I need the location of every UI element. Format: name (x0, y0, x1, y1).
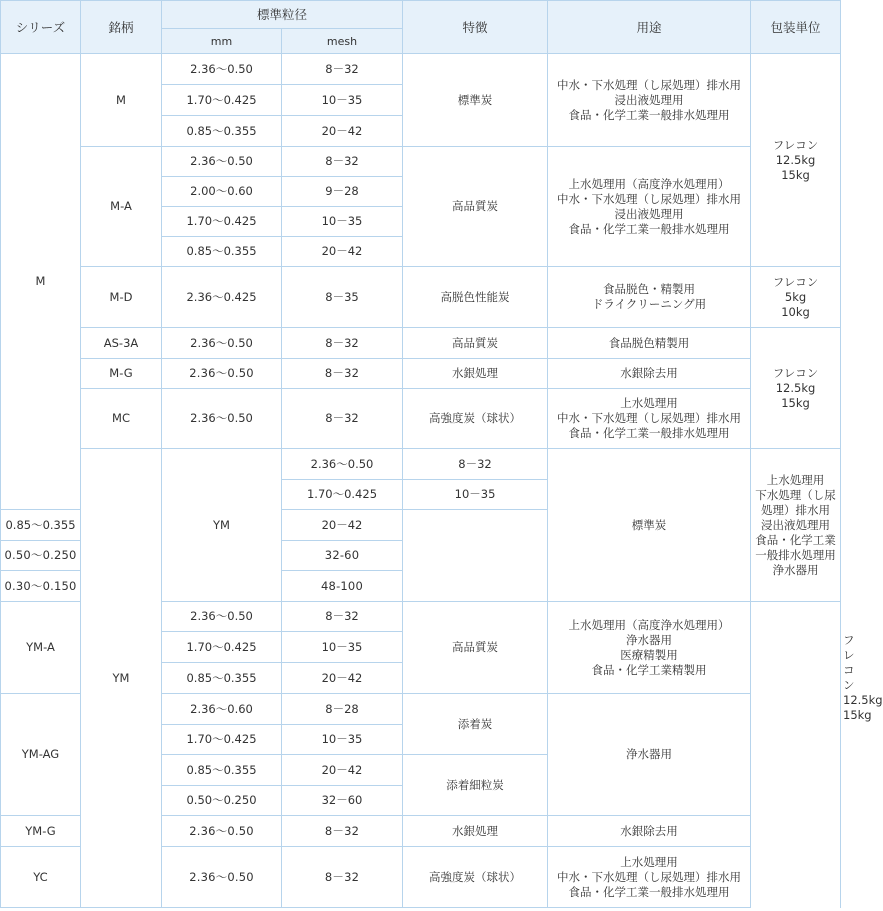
size-mm: 1.70～0.425 (162, 85, 282, 116)
usage-cell: 中水・下水処理（し尿処理）排水用 浸出液処理用 食品・化学工業一般排水処理用 (548, 54, 751, 147)
size-mesh: 20－42 (282, 755, 403, 786)
table-row: YM YM 2.36～0.50 8－32 標準炭 上水処理用 下水処理（し尿処理）排水用 浸出液処理用 食品・化学工業一般排水処理用 浄水器用 フレコン 12.5kg 15kg (1, 449, 841, 480)
size-mesh: 8－32 (282, 54, 403, 85)
size-mm: 0.85～0.355 (162, 663, 282, 694)
size-mesh: 32－60 (282, 786, 403, 816)
brand-cell-ymg: YM-G (1, 816, 81, 847)
feature-cell: 水銀処理 (403, 359, 548, 389)
header-series: シリーズ (1, 1, 81, 54)
size-mm: 2.36～0.50 (162, 359, 282, 389)
table-row (1, 328, 841, 359)
brand-cell-ma: M-A (81, 147, 162, 267)
feature-cell: 高品質炭 (403, 602, 548, 694)
usage-cell: 上水処理用（高度浄水処理用） 中水・下水処理（し尿処理）排水用 浸出液処理用 食品・化学工業一般排水処理用 (548, 147, 751, 267)
feature-cell: 水銀処理 (403, 816, 548, 847)
package-cell: フレコン 12.5kg 15kg (751, 328, 841, 449)
package-cell: フレコン 5kg 10kg (751, 267, 841, 328)
size-mm: 0.85～0.355 (162, 116, 282, 147)
size-mm: 1.70～0.425 (162, 207, 282, 237)
usage-cell: 食品脱色・精製用 ドライクリーニング用 (548, 267, 751, 328)
size-mm: 2.36～0.50 (162, 602, 282, 632)
size-mm: 0.85～0.355 (1, 510, 81, 541)
package-cell: フレコン 12.5kg 15kg (751, 54, 841, 267)
header-usage: 用途 (548, 1, 751, 54)
brand-cell-yc: YC (1, 847, 81, 908)
header-mesh: mesh (282, 29, 403, 54)
size-mesh: 8－32 (282, 359, 403, 389)
size-mesh: 8－32 (403, 449, 548, 480)
size-mesh: 9－28 (282, 177, 403, 207)
usage-cell: 上水処理用（高度浄水処理用） 浄水器用 医療精製用 食品・化学工業精製用 (548, 602, 751, 694)
usage-cell: 水銀除去用 (548, 359, 751, 389)
brand-cell-as3a: AS-3A (81, 328, 162, 359)
size-mesh: 48-100 (282, 571, 403, 602)
size-mm: 1.70～0.425 (162, 632, 282, 663)
size-mesh: 10－35 (282, 632, 403, 663)
size-mm: 0.50～0.250 (162, 786, 282, 816)
usage-cell: 上水処理用 下水処理（し尿処理）排水用 浸出液処理用 食品・化学工業一般排水処理用 浄水器用 (751, 449, 841, 602)
size-mesh: 8－35 (282, 267, 403, 328)
size-mm: 1.70～0.425 (162, 725, 282, 755)
feature-cell: 添着細粒炭 (403, 755, 548, 816)
size-mesh: 20－42 (282, 116, 403, 147)
size-mesh: 10－35 (403, 480, 548, 510)
size-mm: 2.36～0.50 (162, 147, 282, 177)
feature-cell: 高強度炭（球状） (403, 389, 548, 449)
brand-cell-m: M (81, 54, 162, 147)
size-mm: 2.36～0.50 (162, 847, 282, 908)
brand-cell-ym: YM (162, 449, 282, 602)
feature-cell: 高品質炭 (403, 328, 548, 359)
size-mm: 2.36～0.50 (162, 816, 282, 847)
header-feature: 特徴 (403, 1, 548, 54)
size-mm: 0.50～0.250 (1, 541, 81, 571)
brand-cell-yma: YM-A (1, 602, 81, 694)
size-mesh: 8－32 (282, 602, 403, 632)
size-mesh: 8－32 (282, 816, 403, 847)
usage-cell: 上水処理用 中水・下水処理（し尿処理）排水用 食品・化学工業一般排水処理用 (548, 847, 751, 908)
table-row (1, 54, 841, 85)
header-row (1, 1, 841, 29)
usage-cell: 食品脱色精製用 (548, 328, 751, 359)
size-mm: 0.85～0.355 (162, 237, 282, 267)
brand-cell-mc: MC (81, 389, 162, 449)
size-mesh: 10－35 (282, 725, 403, 755)
size-mesh: 10－35 (282, 85, 403, 116)
size-mm: 1.70～0.425 (282, 480, 403, 510)
feature-cell: 高脱色性能炭 (403, 267, 548, 328)
size-mm: 2.36～0.60 (162, 694, 282, 725)
series-cell-ym: YM (81, 449, 162, 908)
size-mm: 2.36～0.50 (162, 328, 282, 359)
size-mesh: 20－42 (282, 510, 403, 541)
feature-cell: 標準炭 (403, 54, 548, 147)
brand-cell-ymag: YM-AG (1, 694, 81, 816)
table-row (1, 359, 841, 389)
size-mm: 2.00～0.60 (162, 177, 282, 207)
size-mesh: 20－42 (282, 237, 403, 267)
feature-cell: 高強度炭（球状） (403, 847, 548, 908)
header-size: 標準粒径 (162, 1, 403, 29)
size-mm: 2.36～0.50 (282, 449, 403, 480)
size-mesh: 20－42 (282, 663, 403, 694)
table-row (1, 389, 841, 449)
brand-cell-mg: M-G (81, 359, 162, 389)
header-package: 包装単位 (751, 1, 841, 54)
size-mesh: 8－28 (282, 694, 403, 725)
size-mm: 0.85～0.355 (162, 755, 282, 786)
size-mesh: 32-60 (282, 541, 403, 571)
usage-cell: 水銀除去用 (548, 816, 751, 847)
size-mesh: 8－32 (282, 328, 403, 359)
size-mesh: 10－35 (282, 207, 403, 237)
feature-cell: 高品質炭 (403, 147, 548, 267)
size-mm: 2.36～0.50 (162, 389, 282, 449)
feature-cell: 標準炭 (548, 449, 751, 602)
usage-cell: 上水処理用 中水・下水処理（し尿処理）排水用 食品・化学工業一般排水処理用 (548, 389, 751, 449)
table-row (1, 267, 841, 328)
brand-cell-md: M-D (81, 267, 162, 328)
usage-cell: 浄水器用 (548, 694, 751, 816)
size-mm: 2.36～0.425 (162, 267, 282, 328)
header-mm: mm (162, 29, 282, 54)
size-mm: 2.36～0.50 (162, 54, 282, 85)
header-brand: 銘柄 (81, 1, 162, 54)
size-mm: 0.30～0.150 (1, 571, 81, 602)
series-cell-m: M (1, 54, 81, 510)
size-mesh: 8－32 (282, 847, 403, 908)
feature-cell: 添着炭 (403, 694, 548, 755)
size-mesh: 8－32 (282, 389, 403, 449)
size-mesh: 8－32 (282, 147, 403, 177)
table-row (1, 147, 841, 177)
